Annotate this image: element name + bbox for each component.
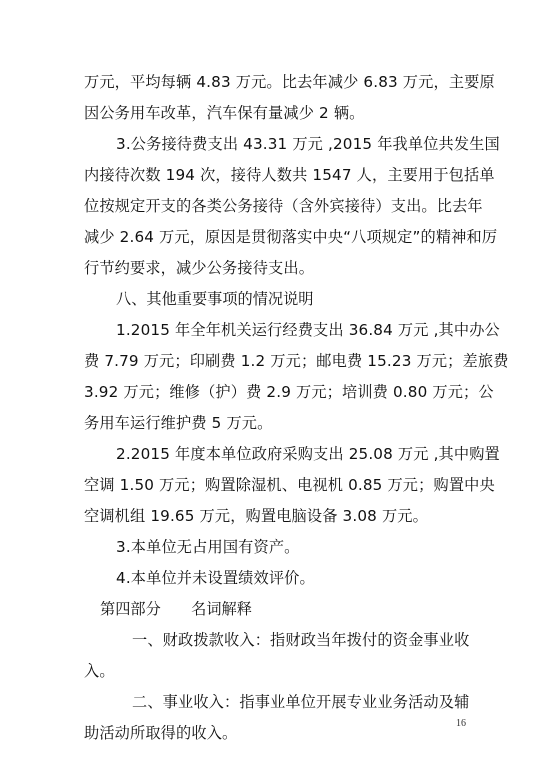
text-line: 一、财政拨款收入：指财政当年拨付的资金事业收 [132, 631, 470, 649]
text-line: 万元，平均每辆 4.83 万元。比去年减少 6.83 万元，主要原 [84, 73, 495, 91]
text-line: 入。 [84, 662, 115, 680]
text-line: 助活动所取得的收入。 [84, 724, 238, 742]
text-line: 行节约要求，减少公务接待支出。 [84, 259, 315, 277]
part-heading: 第四部分 名词解释 [100, 600, 252, 618]
page-number: 16 [456, 718, 466, 729]
text-line: 减少 2.64 万元，原因是贯彻落实中央“八项规定”的精神和厉 [84, 228, 498, 246]
text-line: 空调 1.50 万元；购置除湿机、电视机 0.85 万元；购置中央 [84, 476, 495, 494]
text-line: 费 7.79 万元；印刷费 1.2 万元；邮电费 15.23 万元；差旅费 [84, 352, 509, 370]
text-line: 务用车运行维护费 5 万元。 [84, 414, 273, 432]
text-line: 位按规定开支的各类公务接待（含外宾接待）支出。比去年 [84, 197, 483, 215]
text-line: 4.本单位并未设置绩效评价。 [116, 569, 315, 587]
text-line: 3.本单位无占用国有资产。 [116, 538, 300, 556]
text-line: 3.公务接待费支出 43.31 万元 ,2015 年我单位共发生国 [116, 135, 500, 153]
text-line: 二、事业收入：指事业单位开展专业业务活动及辅 [132, 693, 470, 711]
text-line: 因公务用车改革，汽车保有量减少 2 辆。 [84, 104, 365, 122]
section-heading: 八、其他重要事项的情况说明 [116, 290, 314, 308]
text-line: 3.92 万元；维修（护）费 2.9 万元；培训费 0.80 万元；公 [84, 383, 494, 401]
text-line: 2.2015 年度本单位政府采购支出 25.08 万元 ,其中购置 [116, 445, 500, 463]
text-line: 1.2015 年全年机关运行经费支出 36.84 万元 ,其中办公 [116, 321, 500, 339]
text-line: 内接待次数 194 次，接待人数共 1547 人，主要用于包括单 [84, 166, 495, 184]
text-line: 空调机组 19.65 万元，购置电脑设备 3.08 万元。 [84, 507, 428, 525]
